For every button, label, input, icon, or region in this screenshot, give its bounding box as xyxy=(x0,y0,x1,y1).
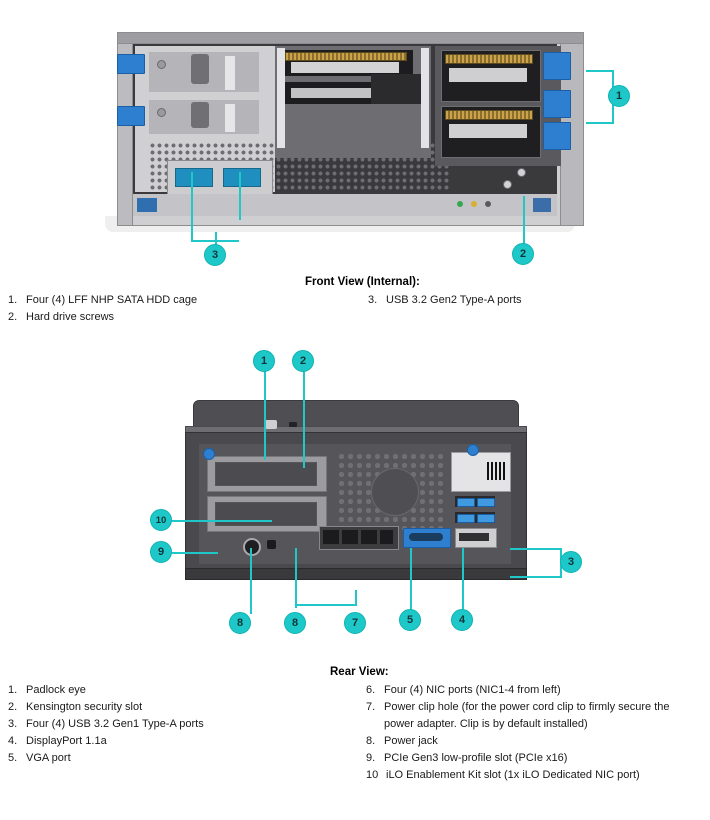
leader-line xyxy=(295,548,297,608)
sata-cable xyxy=(445,54,533,64)
legend-number: 9. xyxy=(366,752,376,764)
status-led-amber xyxy=(471,201,477,207)
callout-rear-9 xyxy=(150,541,172,563)
legend-item xyxy=(366,750,702,767)
leader-line xyxy=(303,368,305,468)
rear-view-illustration xyxy=(185,400,525,600)
internal-connector-block xyxy=(371,74,421,104)
legend-number: 4. xyxy=(8,735,18,747)
callout-label: 1 xyxy=(260,355,268,367)
leader-line xyxy=(239,172,241,220)
callout-rear-4 xyxy=(451,609,473,631)
padlock-eye xyxy=(265,420,277,429)
drive-connector xyxy=(291,62,399,73)
legend-number: 3. xyxy=(8,718,18,730)
drive-rail-right xyxy=(421,48,429,148)
legend-text: Four (4) LFF NHP SATA HDD cage xyxy=(26,294,198,306)
callout-label: 2 xyxy=(519,248,527,260)
front-view-illustration xyxy=(105,18,595,243)
screw-icon xyxy=(157,108,166,117)
power-clip-hole xyxy=(267,540,276,549)
drive-rail-left xyxy=(277,48,285,148)
legend-item xyxy=(366,733,702,750)
legend-text: Power clip hole (for the power cord clip to firmly secure the power adapter. Clip is by default installed) xyxy=(384,701,670,730)
nic-port-3[interactable] xyxy=(361,530,377,544)
nic-port-2[interactable] xyxy=(342,530,358,544)
callout-label: 4 xyxy=(458,614,466,626)
front-view-title: Front View (Internal): xyxy=(305,276,420,288)
left-tab xyxy=(225,104,235,132)
legend-number: 5. xyxy=(8,752,18,764)
usb-3-2-gen2-port-2[interactable] xyxy=(223,168,261,187)
legend-item xyxy=(368,292,688,309)
legend-number: 3. xyxy=(368,294,378,306)
callout-rear-8-right xyxy=(344,612,366,634)
usb-3-2-gen1-port-2[interactable] xyxy=(477,498,495,507)
legend-item xyxy=(366,699,702,733)
legend-item xyxy=(8,309,308,326)
hdd-connector xyxy=(449,68,527,82)
chassis-top-edge xyxy=(117,32,584,44)
legend-item xyxy=(366,767,702,784)
legend-number: 1. xyxy=(8,294,18,306)
screw-icon xyxy=(157,60,166,69)
fan-hub xyxy=(371,468,419,516)
hard-drive-screw xyxy=(503,180,512,189)
left-blue-rail-lower xyxy=(117,106,145,126)
legend-text: iLO Enablement Kit slot (1x iLO Dedicated NIC port) xyxy=(386,769,640,781)
usb-3-2-gen2-port-1[interactable] xyxy=(175,168,213,187)
leader-line xyxy=(462,548,464,610)
pcie-gen3-low-profile-slot[interactable] xyxy=(215,502,317,526)
leader-line xyxy=(410,548,412,610)
status-led-off xyxy=(485,201,491,207)
leader-line xyxy=(191,172,193,240)
left-standoff xyxy=(191,54,209,84)
displayport-opening xyxy=(459,533,489,541)
usb-3-2-gen1-port-3[interactable] xyxy=(457,514,475,523)
legend-number: 8. xyxy=(366,735,376,747)
hdd-cage-rail-mid xyxy=(543,90,571,118)
hdd-cage-rail-upper xyxy=(543,52,571,80)
sata-cable xyxy=(285,52,407,61)
callout-rear-3 xyxy=(560,551,582,573)
leader-line xyxy=(510,548,562,550)
left-tab xyxy=(225,56,235,90)
legend-text: Padlock eye xyxy=(26,684,86,696)
callout-rear-1 xyxy=(253,350,275,372)
legend-text: Power jack xyxy=(384,735,438,747)
thumbscrew-left[interactable] xyxy=(203,448,215,460)
sata-cable xyxy=(445,110,533,120)
rear-bottom-edge xyxy=(185,568,527,580)
qr-code xyxy=(487,462,505,480)
callout-label: 8 xyxy=(291,617,299,629)
leader-line xyxy=(295,604,355,606)
legend-number: 6. xyxy=(366,684,376,696)
front-view-legend-left xyxy=(8,292,308,326)
leader-line xyxy=(510,576,562,578)
legend-item xyxy=(366,682,702,699)
legend-text: DisplayPort 1.1a xyxy=(26,735,107,747)
thumbscrew-right[interactable] xyxy=(467,444,479,456)
left-standoff xyxy=(191,102,209,128)
callout-label: 3 xyxy=(567,556,575,568)
callout-rear-8-left xyxy=(229,612,251,634)
legend-item xyxy=(8,733,338,750)
nic-port-4[interactable] xyxy=(380,530,393,544)
leader-line xyxy=(172,520,272,522)
rear-view-legend-right xyxy=(366,682,702,784)
rear-view-legend-left xyxy=(8,682,338,767)
front-view-legend-right xyxy=(368,292,688,309)
callout-rear-5 xyxy=(399,609,421,631)
leader-line xyxy=(586,122,614,124)
usb-3-2-gen1-port-1[interactable] xyxy=(457,498,475,507)
callout-label: 7 xyxy=(351,617,359,629)
leader-line xyxy=(172,552,218,554)
leader-line xyxy=(355,590,357,606)
ilo-enablement-kit-slot[interactable] xyxy=(215,462,317,486)
legend-item xyxy=(8,716,338,733)
left-blue-rail-upper xyxy=(117,54,145,74)
legend-text: Four (4) NIC ports (NIC1-4 from left) xyxy=(384,684,561,696)
legend-number: 1. xyxy=(8,684,18,696)
callout-rear-10 xyxy=(150,509,172,531)
callout-front-2 xyxy=(512,243,534,265)
callout-rear-2 xyxy=(292,350,314,372)
hdd-connector xyxy=(449,124,527,138)
callout-label: 9 xyxy=(157,546,165,558)
power-jack[interactable] xyxy=(243,538,261,556)
rear-view-title: Rear View: xyxy=(330,666,389,678)
nic-port-1[interactable] xyxy=(323,530,339,544)
callout-label: 1 xyxy=(615,90,623,102)
hdd-cage-rail-lower xyxy=(543,122,571,150)
usb-3-2-gen1-port-4[interactable] xyxy=(477,514,495,523)
kensington-security-slot xyxy=(289,422,297,427)
callout-front-1 xyxy=(608,85,630,107)
leader-line xyxy=(264,368,266,460)
legend-number: 7. xyxy=(366,701,376,713)
callout-label: 2 xyxy=(299,355,307,367)
legend-item xyxy=(8,682,338,699)
legend-text: Hard drive screws xyxy=(26,311,115,323)
legend-number: 2. xyxy=(8,701,18,713)
leader-line xyxy=(586,70,614,72)
callout-label: 3 xyxy=(211,249,219,261)
legend-text: PCIe Gen3 low-profile slot (PCIe x16) xyxy=(384,752,568,764)
callout-label: 8 xyxy=(236,617,244,629)
hard-drive-screw xyxy=(517,168,526,177)
front-indicator-left xyxy=(137,198,157,212)
vga-port-opening xyxy=(409,533,443,541)
callout-label: 5 xyxy=(406,614,414,626)
legend-text: Four (4) USB 3.2 Gen1 Type-A ports xyxy=(26,718,204,730)
legend-item xyxy=(8,292,308,309)
legend-text: Kensington security slot xyxy=(26,701,143,713)
legend-item xyxy=(8,750,338,767)
callout-rear-7 xyxy=(284,612,306,634)
callout-front-3 xyxy=(204,244,226,266)
legend-text: VGA port xyxy=(26,752,71,764)
front-bezel-strip xyxy=(133,194,557,216)
callout-label: 10 xyxy=(155,514,167,526)
leader-line xyxy=(523,196,525,244)
legend-text: USB 3.2 Gen2 Type-A ports xyxy=(386,294,522,306)
leader-line xyxy=(250,548,252,614)
legend-number: 2. xyxy=(8,311,18,323)
status-led-green xyxy=(457,201,463,207)
legend-item xyxy=(8,699,338,716)
front-indicator-right xyxy=(533,198,551,212)
legend-number: 10 xyxy=(366,769,379,781)
